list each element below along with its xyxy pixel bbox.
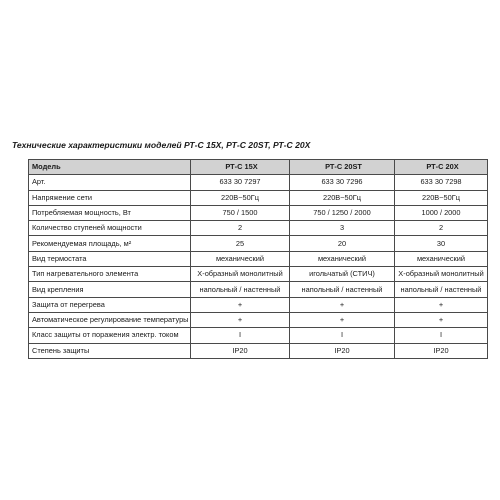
cell-value: I xyxy=(191,328,290,343)
table-row xyxy=(29,205,488,220)
cell-value: 633 30 7296 xyxy=(290,175,395,190)
cell-value: 1000 / 2000 xyxy=(395,205,488,220)
cell-value: механический xyxy=(395,251,488,266)
cell-value: 750 / 1250 / 2000 xyxy=(290,205,395,220)
cell-value: + xyxy=(395,312,488,327)
cell-value: + xyxy=(191,312,290,327)
table-row xyxy=(29,267,488,282)
row-label: Тип нагревательного элемента xyxy=(29,267,191,282)
table-row xyxy=(29,328,488,343)
cell-value: 2 xyxy=(191,221,290,236)
header-model: Модель xyxy=(29,160,191,175)
table-row xyxy=(29,282,488,297)
cell-value: 633 30 7298 xyxy=(395,175,488,190)
cell-value: I xyxy=(395,328,488,343)
row-label: Количество ступеней мощности xyxy=(29,221,191,236)
header-rtc-20x: РТ-С 20Х xyxy=(395,160,488,175)
cell-value: Х-образный монолитный xyxy=(191,267,290,282)
row-label: Арт. xyxy=(29,175,191,190)
row-label: Вид термостата xyxy=(29,251,191,266)
cell-value: 20 xyxy=(290,236,395,251)
cell-value: IP20 xyxy=(395,343,488,358)
cell-value: напольный / настенный xyxy=(395,282,488,297)
table-row xyxy=(29,236,488,251)
cell-value: 3 xyxy=(290,221,395,236)
table-row xyxy=(29,312,488,327)
table-header-row xyxy=(29,160,488,175)
row-label: Автоматическое регулирование температуры xyxy=(29,312,191,327)
row-label: Степень защиты xyxy=(29,343,191,358)
specs-table xyxy=(28,159,488,359)
cell-value: 25 xyxy=(191,236,290,251)
row-label: Потребляемая мощность, Вт xyxy=(29,205,191,220)
cell-value: + xyxy=(191,297,290,312)
cell-value: I xyxy=(290,328,395,343)
row-label: Рекомендуемая площадь, м² xyxy=(29,236,191,251)
cell-value: 750 / 1500 xyxy=(191,205,290,220)
table-row xyxy=(29,221,488,236)
table-row xyxy=(29,190,488,205)
cell-value: механический xyxy=(290,251,395,266)
cell-value: игольчатый (СТИЧ) xyxy=(290,267,395,282)
cell-value: 220В~50Гц xyxy=(191,190,290,205)
cell-value: напольный / настенный xyxy=(191,282,290,297)
table-row xyxy=(29,251,488,266)
table-row xyxy=(29,175,488,190)
cell-value: 633 30 7297 xyxy=(191,175,290,190)
cell-value: IP20 xyxy=(290,343,395,358)
cell-value: механический xyxy=(191,251,290,266)
cell-value: IP20 xyxy=(191,343,290,358)
cell-value: 2 xyxy=(395,221,488,236)
cell-value: 220В~50Гц xyxy=(395,190,488,205)
cell-value: напольный / настенный xyxy=(290,282,395,297)
header-rtc-20st: РТ-С 20ST xyxy=(290,160,395,175)
cell-value: + xyxy=(395,297,488,312)
row-label: Вид крепления xyxy=(29,282,191,297)
cell-value: 30 xyxy=(395,236,488,251)
table-row xyxy=(29,297,488,312)
row-label: Напряжение сети xyxy=(29,190,191,205)
cell-value: 220В~50Гц xyxy=(290,190,395,205)
cell-value: Х-образный монолитный xyxy=(395,267,488,282)
cell-value: + xyxy=(290,312,395,327)
table-row xyxy=(29,343,488,358)
row-label: Защита от перегрева xyxy=(29,297,191,312)
cell-value: + xyxy=(290,297,395,312)
row-label: Класс защиты от поражения электр. током xyxy=(29,328,191,343)
table-title: Технические характеристики моделей РТ-С 15Х, РТ-С 20ST, РТ-С 20Х xyxy=(12,140,311,150)
header-rtc-15x: РТ-С 15Х xyxy=(191,160,290,175)
